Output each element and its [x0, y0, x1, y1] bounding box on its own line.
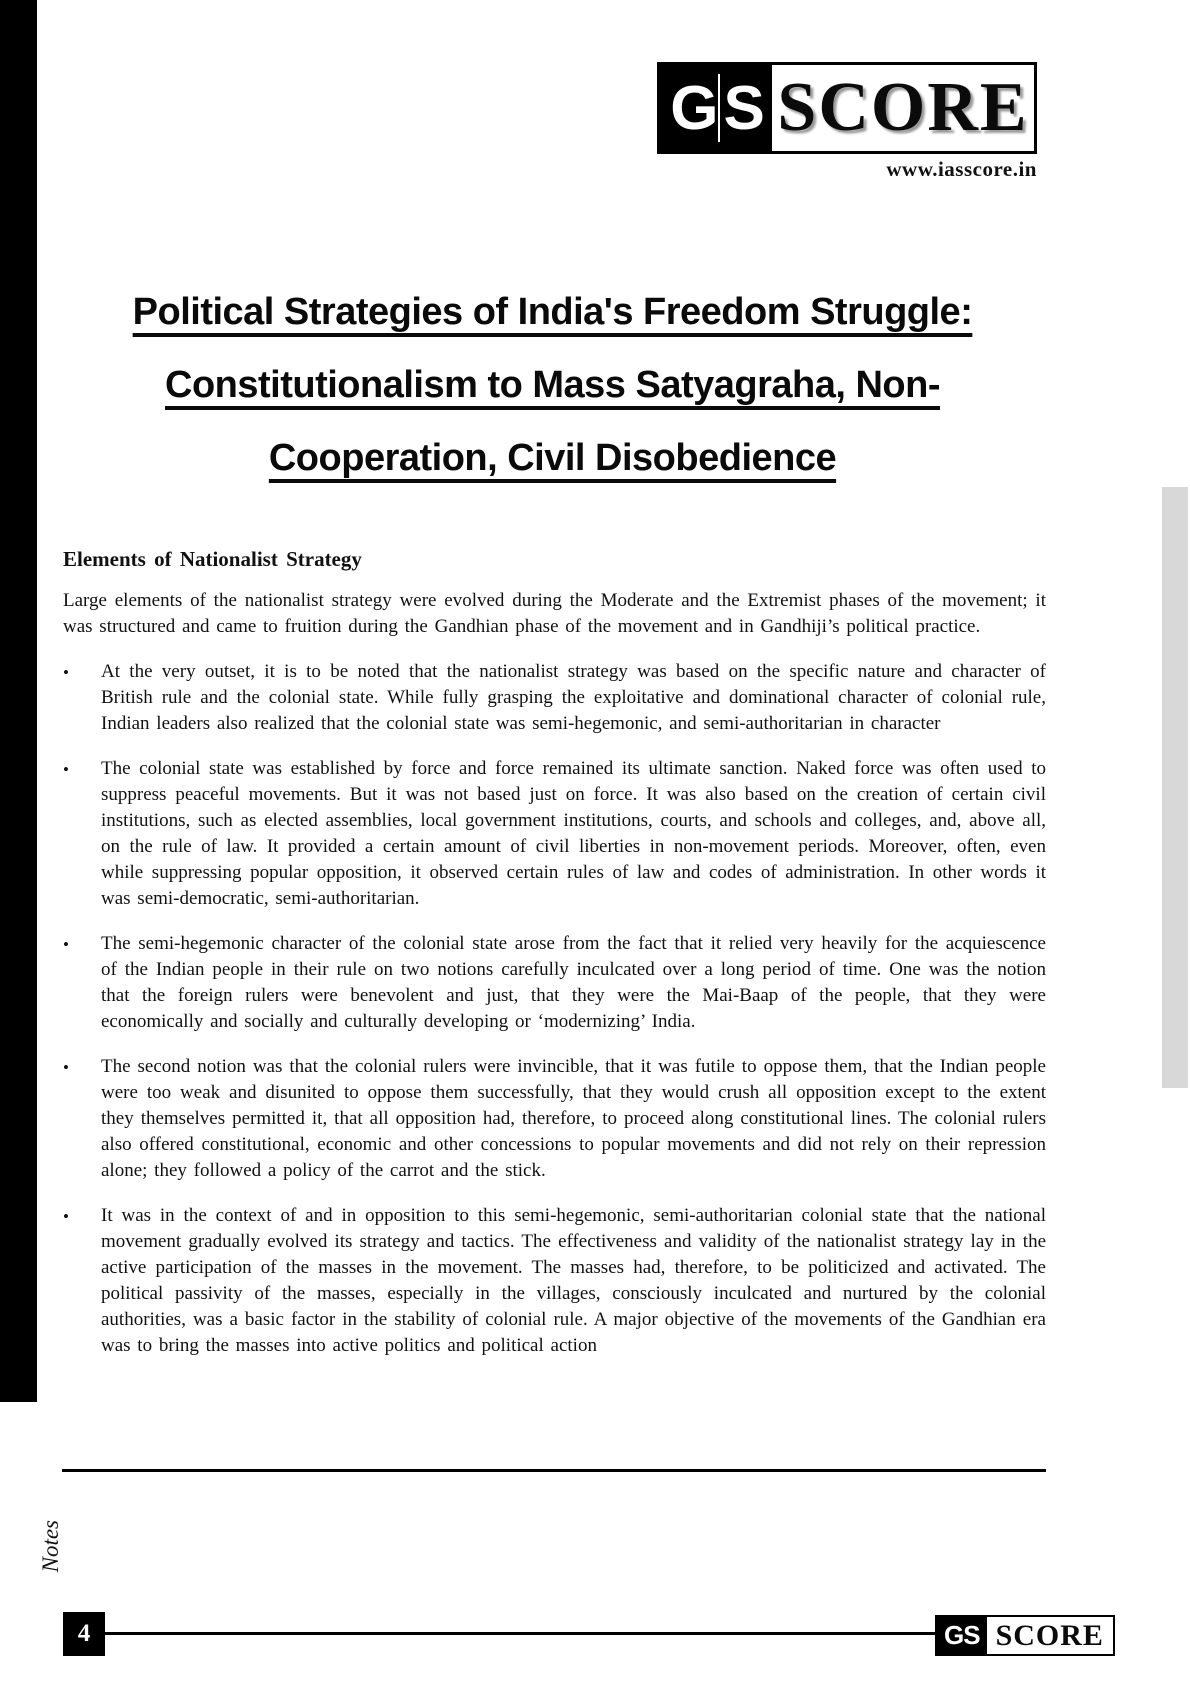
- bullet-item-2: [63, 756, 1046, 912]
- right-scan-strip: [1162, 487, 1188, 1088]
- notes-vertical-label: Notes: [38, 1520, 63, 1573]
- bullet-text: The colonial state was established by force and force remained its ultimate sanction. Naked force was often used to suppress peaceful movements. But it was not based just on force. It was also based on the creation of certain civil institutions, such as elected assemblies, local government institutions, courts, and schools and colleges, and, above all, on the rule of law. It provided a certain amount of civil liberties in non-movement periods. Moreover, often, even while suppressing popular opposition, it observed certain rules of law and codes of administration. In other words it was semi-democratic, semi-authoritarian.: [101, 758, 1046, 909]
- bullet-icon: •: [63, 1207, 69, 1226]
- logo-letter-g: G: [670, 73, 716, 143]
- bullet-item-4: [63, 1054, 1046, 1184]
- title-line-2: Constitutionalism to Mass Satyagraha, Non-: [165, 364, 940, 406]
- footer-logo-score-text: SCORE: [995, 1618, 1104, 1652]
- website-url: www.iasscore.in: [886, 157, 1037, 181]
- body-content: [63, 546, 1046, 1378]
- logo-letter-s: S: [723, 73, 762, 143]
- page-title: [60, 276, 1045, 495]
- footer-rule: [105, 1632, 935, 1635]
- bullet-icon: •: [63, 1058, 69, 1077]
- bullet-text: The second notion was that the colonial rulers were invincible, that it was futile to oppose them, that the Indian people were too weak and disunited to oppose them successfully, that they would crush all opposition except to the extent they themselves permitted it, that all opposition had, therefore, to proceed along constitutional lines. The colonial rulers also offered constitutional, economic and other concessions to popular movements and did not rely on their repression alone; they followed a policy of the carrot and the stick.: [101, 1056, 1046, 1181]
- intro-paragraph: Large elements of the nationalist strategy were evolved during the Moderate and the Extremist phases of the movement; it was structured and came to fruition during the Gandhian phase of the movement and in Gandhiji’s political practice.: [63, 590, 1046, 637]
- bullet-item-1: [63, 659, 1046, 737]
- footer-logo-gs-block: GS: [937, 1617, 987, 1654]
- bullet-text: At the very outset, it is to be noted that the nationalist strategy was based on the specific nature and character of British rule and the colonial state. While fully grasping the exploitative and dominational character of colonial rule, Indian leaders also realized that the colonial state was semi-hegemonic, and semi-authoritarian in character: [101, 661, 1046, 734]
- gsscore-logo-gs-block: [660, 65, 772, 151]
- bullet-item-3: [63, 931, 1046, 1035]
- bullet-icon: •: [63, 760, 69, 779]
- left-black-band: [0, 0, 37, 1402]
- bullet-item-5: [63, 1203, 1046, 1359]
- gsscore-logo-score-text: SCORE: [777, 69, 1029, 146]
- logo-divider-line: [718, 74, 720, 141]
- bullet-text: The semi-hegemonic character of the colonial state arose from the fact that it relied very heavily for the acquiescence of the Indian people in their rule on two notions carefully inculcated over a long period of time. One was the notion that the foreign rulers were benevolent and just, that they were the Mai-Baap of the people, that they were economically and socially and culturally developing or ‘modernizing’ India.: [101, 933, 1046, 1032]
- page-number-badge: 4: [63, 1612, 105, 1656]
- bullet-text: It was in the context of and in opposition to this semi-hegemonic, semi-authoritarian colonial state that the national movement gradually evolved its strategy and tactics. The effectiveness and validity of the nationalist strategy lay in the active participation of the masses in the movement. The masses had, therefore, to be politicized and activated. The political passivity of the masses, especially in the villages, consciously inculcated and nurtured by the colonial authorities, was a basic factor in the stability of colonial rule. A major objective of the movements of the Gandhian era was to bring the masses into active politics and political action: [101, 1205, 1046, 1356]
- content-bottom-rule: [62, 1469, 1046, 1472]
- title-line-3: Cooperation, Civil Disobedience: [268, 437, 837, 479]
- footer-gsscore-logo: [935, 1615, 1115, 1656]
- bullet-icon: •: [63, 663, 69, 682]
- section-heading: Elements of Nationalist Strategy: [63, 547, 362, 571]
- bullet-icon: •: [63, 935, 69, 954]
- title-line-1: Political Strategies of India's Freedom Struggle:: [132, 291, 973, 333]
- gsscore-logo: [657, 62, 1037, 154]
